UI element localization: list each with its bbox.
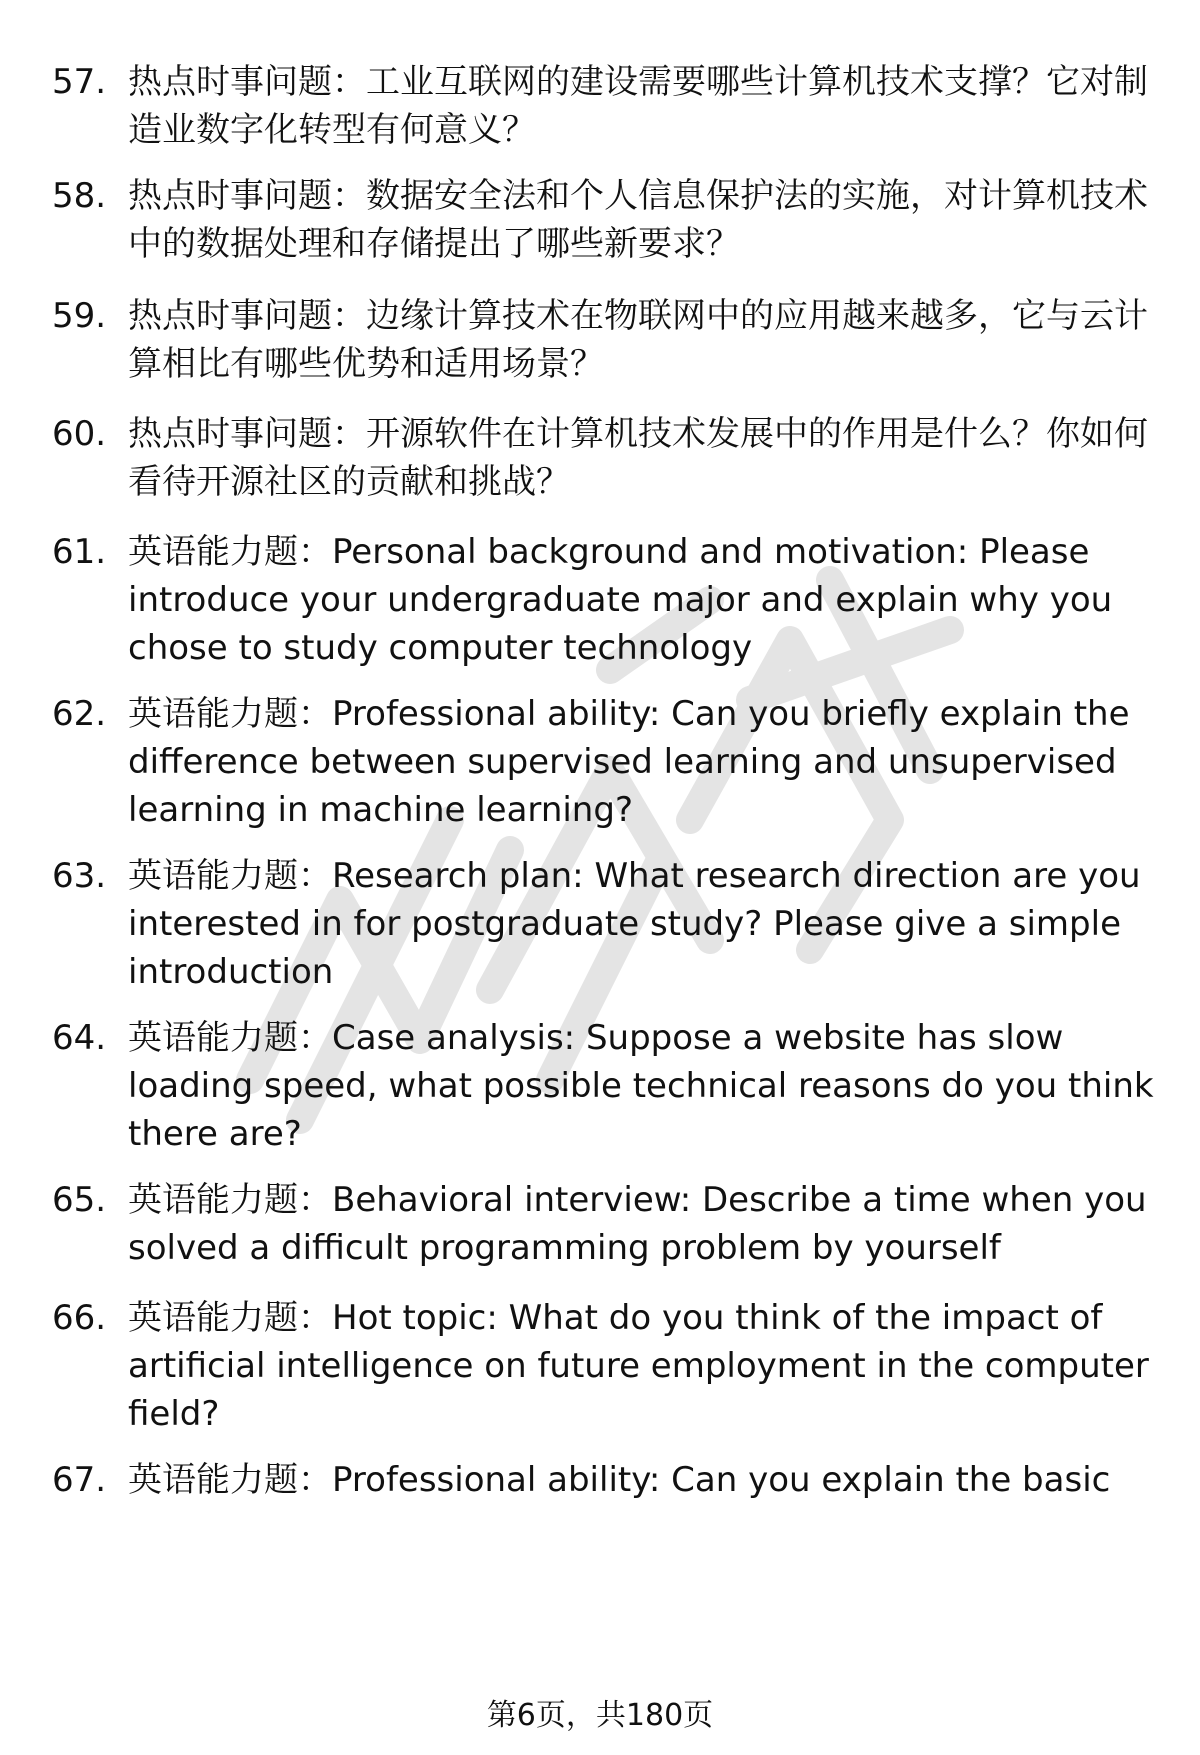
question-category: 英语能力题： bbox=[128, 694, 332, 734]
question-category: 英语能力题： bbox=[128, 1018, 332, 1058]
question-body bbox=[128, 292, 1160, 388]
question-category: 英语能力题： bbox=[128, 532, 332, 572]
question-body bbox=[128, 1456, 1160, 1504]
question-category: 英语能力题： bbox=[128, 1180, 332, 1220]
question-text: 边缘计算技术在物联网中的应用越来越多，它与云计算相比有哪些优势和适用场景？ bbox=[128, 296, 1148, 384]
question-number: 61. bbox=[52, 532, 107, 572]
question-text: Case analysis: Suppose a website has slow loading speed, what possible technical reasons do you think there are? bbox=[128, 1018, 1154, 1154]
question-category: 热点时事问题： bbox=[128, 296, 366, 336]
question-number: 66. bbox=[52, 1298, 107, 1338]
question-text: Professional ability: Can you briefly explain the difference between supervised learning and unsupervised learning in machine learning? bbox=[128, 694, 1130, 830]
question-category: 英语能力题： bbox=[128, 856, 332, 896]
question-number: 57. bbox=[52, 62, 107, 102]
question-number: 62. bbox=[52, 694, 107, 734]
question-body bbox=[128, 410, 1160, 506]
question-body bbox=[128, 528, 1160, 672]
question-number: 64. bbox=[52, 1018, 107, 1058]
question-body bbox=[128, 58, 1160, 154]
question-number: 65. bbox=[52, 1180, 107, 1220]
page-number-footer: 第6页，共180页 bbox=[486, 1698, 714, 1733]
question-text: 数据安全法和个人信息保护法的实施，对计算机技术中的数据处理和存储提出了哪些新要求？ bbox=[128, 176, 1148, 264]
question-category: 热点时事问题： bbox=[128, 414, 366, 454]
question-body bbox=[128, 1294, 1160, 1438]
question-text: 开源软件在计算机技术发展中的作用是什么？你如何看待开源社区的贡献和挑战？ bbox=[128, 414, 1148, 502]
question-number: 63. bbox=[52, 856, 107, 896]
question-category: 热点时事问题： bbox=[128, 176, 366, 216]
question-number: 60. bbox=[52, 414, 107, 454]
question-number: 58. bbox=[52, 176, 107, 216]
question-category: 英语能力题： bbox=[128, 1298, 332, 1338]
question-body bbox=[128, 1014, 1160, 1158]
question-body bbox=[128, 690, 1160, 834]
question-category: 热点时事问题： bbox=[128, 62, 366, 102]
question-text: Hot topic: What do you think of the impact of artificial intelligence on future employment in the computer field? bbox=[128, 1298, 1149, 1434]
question-category: 英语能力题： bbox=[128, 1460, 332, 1500]
question-body bbox=[128, 172, 1160, 268]
question-number: 59. bbox=[52, 296, 107, 336]
question-text: Research plan: What research direction are you interested in for postgraduate study? Please give a simple introduction bbox=[128, 856, 1141, 992]
question-text: Professional ability: Can you explain the basic bbox=[332, 1460, 1111, 1500]
question-text: Behavioral interview: Describe a time when you solved a difficult programming problem by yourself bbox=[128, 1180, 1147, 1268]
question-body bbox=[128, 852, 1160, 996]
question-text: 工业互联网的建设需要哪些计算机技术支撑？它对制造业数字化转型有何意义？ bbox=[128, 62, 1148, 150]
question-number: 67. bbox=[52, 1460, 107, 1500]
question-body bbox=[128, 1176, 1160, 1272]
question-text: Personal background and motivation: Please introduce your undergraduate major and explain why you chose to study computer technology bbox=[128, 532, 1113, 668]
